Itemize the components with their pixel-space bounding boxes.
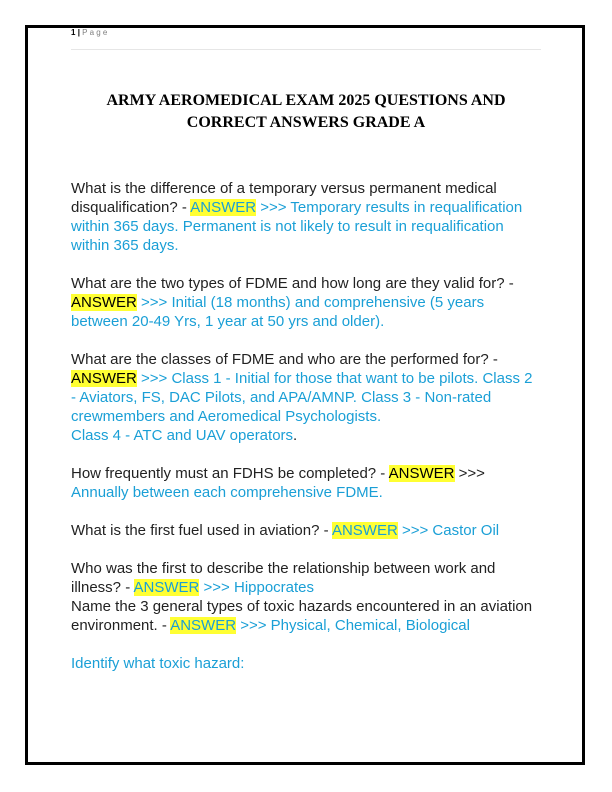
answer-tail: .	[293, 427, 298, 444]
qa-item-8	[71, 654, 541, 673]
answer-text: Annually between each comprehensive FDME.	[71, 484, 383, 501]
document-body	[71, 179, 541, 673]
qa-item-5	[71, 521, 541, 540]
document-title	[71, 90, 541, 134]
qa-item-1	[71, 179, 541, 255]
qa-item-6	[71, 559, 541, 597]
answer-text: >>> Castor Oil	[397, 522, 500, 539]
title-line-2: CORRECT ANSWERS GRADE A	[186, 114, 426, 131]
answer-text: >>> Physical, Chemical, Biological	[236, 617, 470, 634]
answer-highlight: ANSWER	[170, 617, 237, 634]
page-label: P a g e	[82, 28, 108, 37]
page-header	[71, 28, 541, 50]
qa-item-3	[71, 350, 541, 445]
answer-highlight: ANSWER	[388, 465, 455, 482]
answer-highlight: ANSWER	[190, 199, 257, 216]
question-text: Name the 3 general types of toxic hazards encountered in an aviation environment. -	[71, 598, 533, 634]
qa-item-7	[71, 597, 541, 635]
question-text: What are the classes of FDME and who are the performed for? -	[71, 351, 498, 368]
question-text: What are the two types of FDME and how long are they valid for? -	[71, 275, 514, 292]
page-separator: |	[77, 28, 80, 37]
answer-text: >>> Initial (18 months) and comprehensive (5 years between 20-49 Yrs, 1 year at 50 yrs and older).	[71, 294, 485, 330]
qa-item-2	[71, 274, 541, 331]
page-number: 1	[71, 28, 76, 37]
section-prompt: Identify what toxic hazard:	[71, 655, 245, 672]
answer-arrow: >>>	[454, 465, 485, 482]
question-text: What is the first fuel used in aviation? -	[71, 522, 332, 539]
answer-highlight: ANSWER	[331, 522, 398, 539]
title-line-1: ARMY AEROMEDICAL EXAM 2025 QUESTIONS AND	[106, 92, 506, 109]
answer-highlight: ANSWER	[71, 370, 137, 387]
qa-item-4	[71, 464, 541, 502]
answer-highlight: ANSWER	[71, 294, 137, 311]
answer-highlight: ANSWER	[133, 579, 200, 596]
question-text: How frequently must an FDHS be completed? -	[71, 465, 389, 482]
question-text: Who was the first to describe the relationship between work and illness? -	[71, 560, 496, 596]
answer-text: >>> Class 1 - Initial for those that want to be pilots. Class 2 - Aviators, FS, DAC Pilots, and APA/AMNP. Class 3 - Non-rated crewmembers and Aeromedical Psychologists.	[71, 370, 533, 425]
answer-text: >>> Hippocrates	[199, 579, 315, 596]
question-text: What is the difference of a temporary versus permanent medical disqualification? -	[71, 180, 497, 216]
answer-text: >>> Temporary results in requalification within 365 days. Permanent is not likely to result in requalification within 365 days.	[71, 199, 523, 254]
answer-text-line2: Class 4 - ATC and UAV operators	[71, 427, 294, 444]
